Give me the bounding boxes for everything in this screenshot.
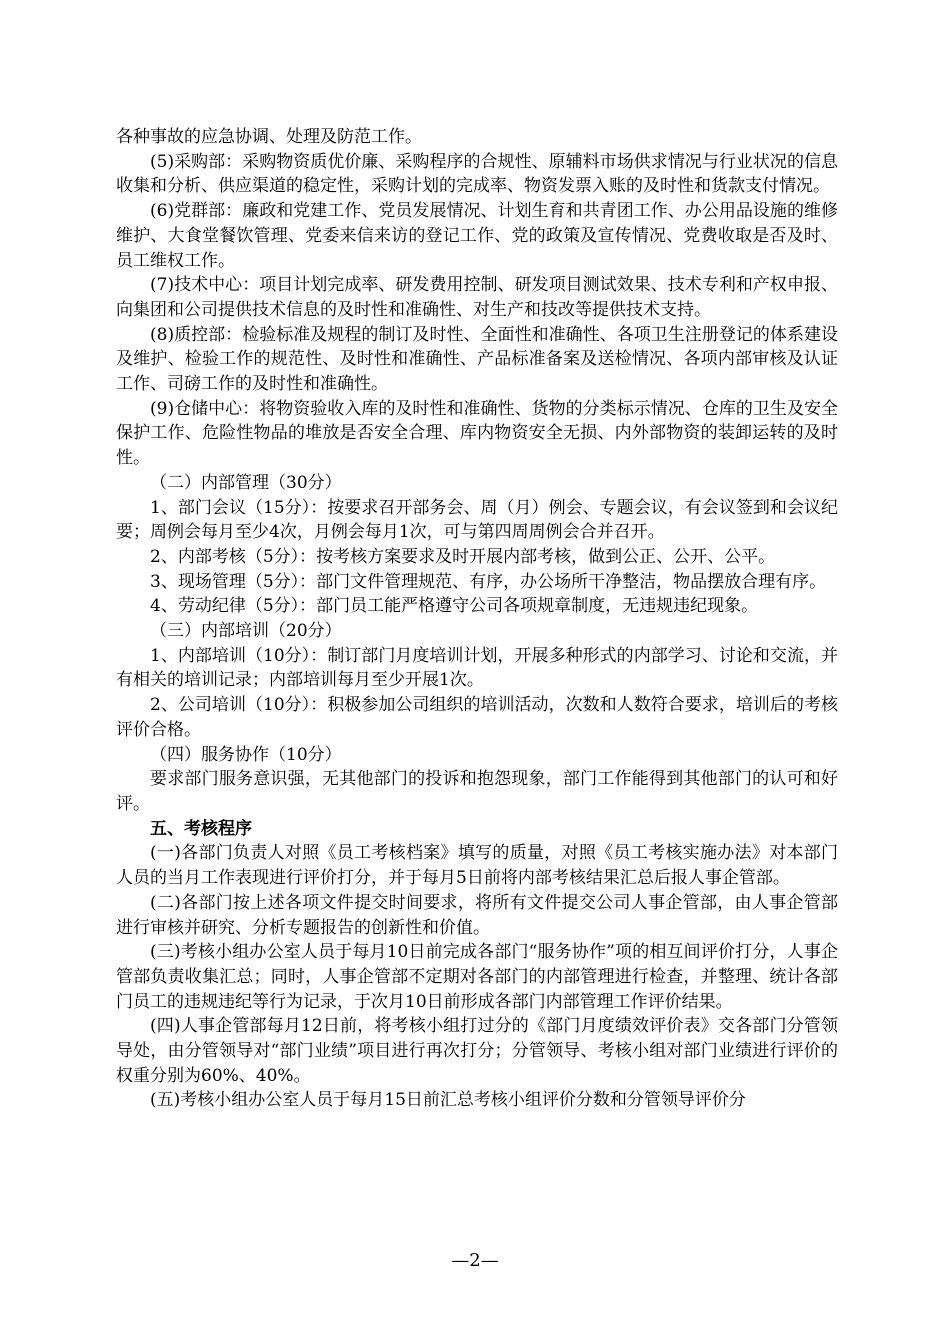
paragraph: (二)各部门按上述各项文件提交时间要求，将所有文件提交公司人事企管部，由人事企管部进行审核并研究、分析专题报告的创新性和价值。 bbox=[116, 892, 838, 938]
paragraph: 1、部门会议（15分）：按要求召开部务会、周（月）例会、专题会议，有会议签到和会议纪要；周例会每月至少4次，月例会每月1次，可与第四周周例会合并召开。 bbox=[116, 497, 838, 543]
paragraph: (五)考核小组办公室人员于每月15日前汇总考核小组评价分数和分管领导评价分 bbox=[150, 1090, 746, 1111]
section-heading: 五、考核程序 bbox=[150, 818, 252, 839]
paragraph: 4、劳动纪律（5分）：部门员工能严格遵守公司各项规章制度，无违规违纪现象。 bbox=[150, 596, 759, 617]
paragraph: 2、内部考核（5分）：按考核方案要求及时开展内部考核，做到公正、公开、公平。 bbox=[150, 546, 776, 567]
paragraph: （二）内部管理（30分） bbox=[150, 472, 342, 493]
paragraph: (7)技术中心：项目计划完成率、研发费用控制、研发项目测试效果、技术专利和产权申报、向集团和公司提供技术信息的及时性和准确性、对生产和技改等提供技术支持。 bbox=[116, 275, 838, 320]
paragraph: 1、内部培训（10分）：制订部门月度培训计划，开展多种形式的内部学习、讨论和交流，并有相关的培训记录；内部培训每月至少开展1次。 bbox=[116, 645, 838, 691]
paragraph: (9)仓储中心：将物资验收入库的及时性和准确性、货物的分类标示情况、仓库的卫生及安全保护工作、危险性物品的堆放是否安全合理、库内物资安全无损、内外部物资的装卸运转的及时性。 bbox=[116, 398, 838, 469]
paragraph: 2、公司培训（10分）：积极参加公司组织的培训活动，次数和人数符合要求，培训后的考核评价合格。 bbox=[116, 695, 838, 740]
paragraph: (6)党群部：廉政和党建工作、党员发展情况、计划生育和共青团工作、办公用品设施的维修维护、大食堂餐饮管理、党委来信来访的登记工作、党的政策及宣传情况、党费收取是否及时、员工维权工作。 bbox=[116, 201, 838, 271]
paragraph: 3、现场管理（5分）：部门文件管理规范、有序，办公场所干净整洁，物品摆放合理有序。 bbox=[150, 571, 827, 592]
page-number: —2— bbox=[451, 1250, 499, 1271]
paragraph: (三)考核小组办公室人员于每月10日前完成各部门“服务协作”项的相互间评价打分，人事企管部负责收集汇总；同时，人事企管部不定期对各部门的内部管理进行检查，并整理、统计各部门员工的违规违纪等行为记录，于次月10日前形成各部门内部管理工作评价结果。 bbox=[116, 942, 838, 1012]
paragraph: (四)人事企管部每月12日前，将考核小组打过分的《部门月度绩效评价表》交各部门分管领导处，由分管领导对“部门业绩”项目进行再次打分；分管领导、考核小组对部门业绩进行评价的权重分别为60%、40%。 bbox=[116, 1016, 838, 1086]
paragraph: (8)质控部：检验标准及规程的制订及时性、全面性和准确性、各项卫生注册登记的体系建设及维护、检验工作的规范性、及时性和准确性、产品标准备案及送检情况、各项内部审核及认证工作、司磅工作的及时性和准确性。 bbox=[116, 324, 838, 395]
paragraph: （四）服务协作（10分） bbox=[150, 744, 342, 765]
paragraph: (5)采购部：采购物资质优价廉、采购程序的合规性、原辅料市场供求情况与行业状况的信息收集和分析、供应渠道的稳定性，采购计划的完成率、物资发票入账的及时性和货款支付情况。 bbox=[116, 151, 838, 197]
document-body bbox=[116, 125, 838, 1113]
paragraph: 要求部门服务意识强，无其他部门的投诉和抱怨现象，部门工作能得到其他部门的认可和好评。 bbox=[116, 769, 838, 814]
paragraph: 各种事故的应急协调、处理及防范工作。 bbox=[116, 127, 422, 147]
paragraph: （三）内部培训（20分） bbox=[150, 621, 342, 642]
paragraph: (一)各部门负责人对照《员工考核档案》填写的质量，对照《员工考核实施办法》对本部门人员的当月工作表现进行评价打分，并于每月5日前将内部考核结果汇总后报人事企管部。 bbox=[116, 843, 838, 889]
